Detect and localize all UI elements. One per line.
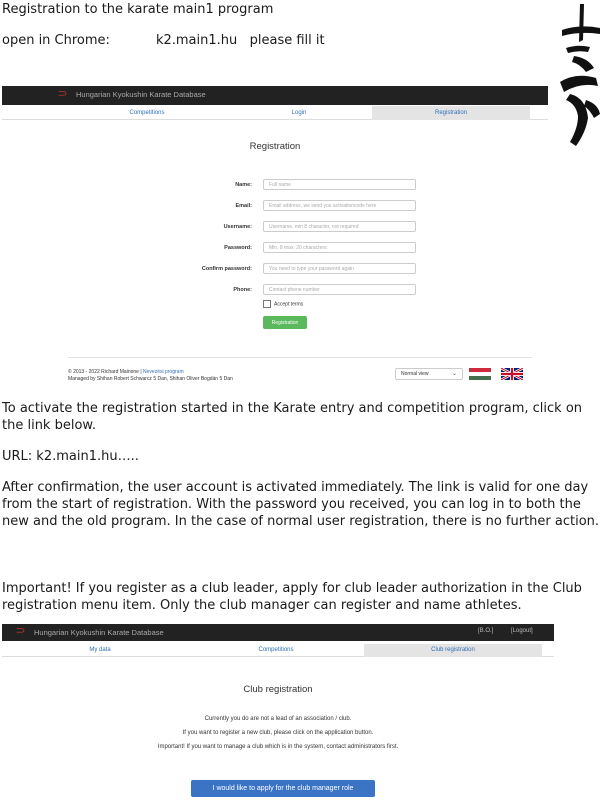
tab-my-data[interactable]: My data: [89, 647, 111, 653]
phone-input[interactable]: [263, 284, 416, 295]
email-label: Email:: [235, 203, 252, 209]
password-input[interactable]: [263, 242, 416, 253]
tab-registration[interactable]: Registration: [372, 106, 530, 120]
footer-managed-by: Managed by Shihan Robert Schwarcz 5 Dan, Shihan Oliver Bogdán 5 Dan: [68, 376, 233, 382]
hungarian-flag-icon[interactable]: [469, 368, 491, 380]
paragraph-activate: To activate the registration started in the Karate entry and competition program, click on the link below.: [2, 401, 583, 433]
tab-club-registration[interactable]: Club registration: [364, 644, 542, 657]
confirm-password-label: Confirm password:: [201, 266, 252, 272]
email-input[interactable]: [263, 200, 416, 211]
app-header: [2, 624, 554, 641]
accept-terms-row: [263, 300, 303, 308]
footer-divider: [68, 357, 532, 358]
doc-open-line: [2, 32, 325, 49]
username-input[interactable]: [263, 221, 416, 232]
club-registration-screenshot: [2, 624, 554, 801]
username-label: Username:: [223, 224, 252, 230]
nav-tabs: [2, 106, 548, 120]
club-message-1: Currently you do are not a lead of an association / club.: [204, 716, 352, 722]
accept-terms-checkbox[interactable]: [263, 300, 271, 308]
view-select-value: Normal view: [401, 371, 429, 377]
page-title: Club registration: [243, 684, 313, 695]
paragraph-after-confirmation: After confirmation, the user account is activated immediately. The link is valid for one day from the start of registration. With the password you received, you can log in to both the new and the old program. In the case of normal user registration, there is no further action.: [2, 480, 600, 529]
open-url: k2.main1.hu: [155, 33, 238, 48]
club-message-3: Important! If you want to manage a club which is in the system, contact administrators first.: [157, 744, 399, 750]
page-title: Registration: [249, 141, 301, 152]
open-prefix: open in Chrome:: [2, 33, 110, 48]
registration-screenshot: [2, 86, 548, 396]
copyright-text: © 2013 - 2022 Richard Mainone |: [68, 369, 142, 375]
footer-copyright: [68, 369, 184, 375]
password-label: Password:: [224, 245, 252, 251]
app-title: Hungarian Kyokushin Karate Database: [34, 628, 164, 637]
program-link[interactable]: Nevezési program: [143, 369, 184, 375]
kyokushin-logo-icon: ⸧: [14, 624, 28, 639]
tab-competitions[interactable]: Competitions: [129, 110, 165, 116]
confirm-password-input[interactable]: [263, 263, 416, 274]
app-title: Hungarian Kyokushin Karate Database: [76, 90, 206, 99]
accept-terms-label: Accept terms: [274, 301, 304, 308]
club-message-2: If you want to register a new club, please click on the application button.: [182, 730, 374, 736]
doc-title-line: Registration to the karate main1 program: [2, 2, 274, 17]
chevron-down-icon: ⌄: [451, 371, 457, 377]
name-label: Name:: [235, 182, 252, 188]
phone-label: Phone:: [233, 287, 252, 293]
name-input[interactable]: [263, 179, 416, 190]
apply-club-manager-button[interactable]: I would like to apply for the club manager role: [191, 780, 375, 797]
view-select[interactable]: [395, 368, 463, 380]
kanji-calligraphy-image: [556, 0, 602, 150]
kyokushin-logo-icon: ⸧: [56, 87, 70, 102]
app-header: [2, 86, 548, 105]
tab-login[interactable]: Login: [291, 110, 307, 116]
user-badge[interactable]: [B.O.]: [478, 628, 494, 634]
nav-tabs: [2, 644, 554, 657]
tab-competitions[interactable]: Competitions: [258, 647, 294, 653]
paragraph-important: Important! If you register as a club leader, apply for club leader authorization in the Club registration menu item. Only the club manager can register and name athletes.: [2, 581, 582, 613]
logout-link[interactable]: [Logout]: [511, 628, 533, 634]
paragraph-url: URL: k2.main1.hu…..: [2, 449, 139, 464]
registration-button[interactable]: Registration: [263, 316, 307, 329]
open-suffix: please fill it: [249, 33, 325, 48]
uk-flag-icon[interactable]: [501, 368, 523, 380]
